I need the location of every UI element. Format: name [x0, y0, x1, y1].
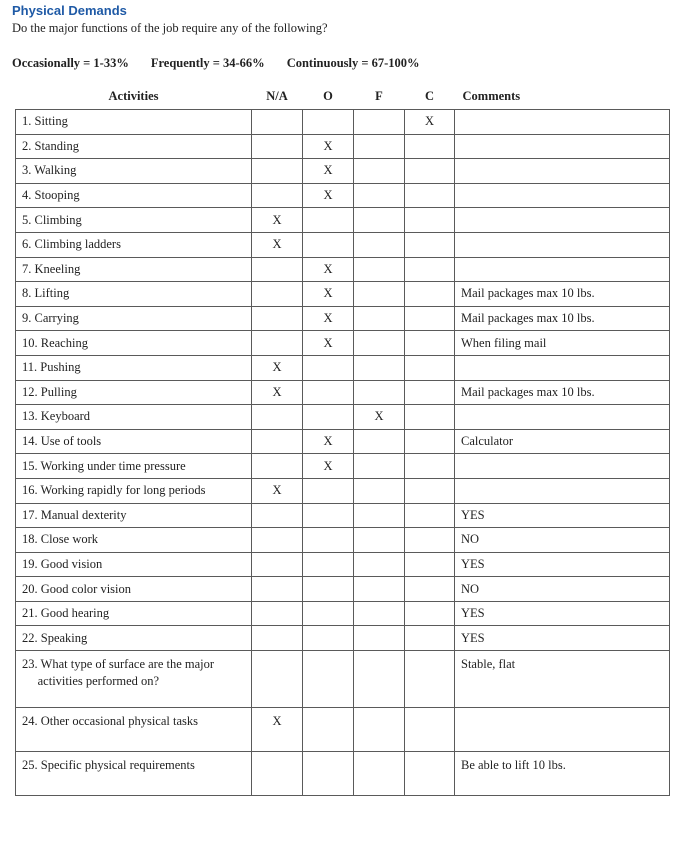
cell-activity — [16, 528, 252, 553]
cell-comments — [455, 232, 670, 257]
cell-comments — [455, 208, 670, 233]
cell-comments — [455, 257, 670, 282]
cell-comments: Calculator — [455, 429, 670, 454]
table-row — [16, 257, 670, 282]
cell-comments: NO — [455, 528, 670, 553]
activity-label: 9. Carrying — [22, 311, 79, 326]
activity-label: 24. Other occasional physical tasks — [22, 714, 198, 729]
table-row — [16, 429, 670, 454]
cell-na: X — [252, 380, 303, 405]
physical-demands-table — [15, 84, 670, 796]
cell-f — [354, 651, 405, 708]
activity-label: 3. Walking — [22, 163, 77, 178]
cell-o: X — [303, 159, 354, 184]
table-row — [16, 110, 670, 135]
cell-na — [252, 110, 303, 135]
table-row — [16, 651, 670, 708]
frequency-legend — [12, 56, 420, 71]
cell-na: X — [252, 708, 303, 752]
activity-label: 17. Manual dexterity — [22, 507, 127, 522]
activity-label: 23. What type of surface are the major activities performed on? — [22, 657, 215, 688]
table-row — [16, 708, 670, 752]
cell-c — [405, 306, 455, 331]
cell-comments — [455, 355, 670, 380]
header-activities: Activities — [108, 89, 159, 103]
cell-f — [354, 306, 405, 331]
cell-f — [354, 257, 405, 282]
cell-comments — [455, 159, 670, 184]
cell-f — [354, 478, 405, 503]
cell-comments: YES — [455, 503, 670, 528]
cell-comments — [455, 405, 670, 430]
cell-f — [354, 208, 405, 233]
cell-c — [405, 208, 455, 233]
cell-f — [354, 552, 405, 577]
cell-c — [405, 752, 455, 796]
cell-f — [354, 429, 405, 454]
cell-comments: YES — [455, 601, 670, 626]
cell-o — [303, 208, 354, 233]
cell-o — [303, 752, 354, 796]
table-row — [16, 601, 670, 626]
cell-activity — [16, 232, 252, 257]
cell-c — [405, 626, 455, 651]
cell-c — [405, 257, 455, 282]
cell-activity — [16, 208, 252, 233]
cell-comments: When filing mail — [455, 331, 670, 356]
table-row — [16, 134, 670, 159]
table-header-row — [16, 84, 670, 110]
cell-na — [252, 429, 303, 454]
activity-label: 25. Specific physical requirements — [22, 758, 195, 773]
legend-continuously: Continuously = 67-100% — [286, 56, 420, 70]
cell-c — [405, 159, 455, 184]
header-comments: Comments — [462, 89, 521, 103]
cell-na — [252, 454, 303, 479]
cell-c — [405, 282, 455, 307]
cell-c — [405, 478, 455, 503]
cell-f — [354, 232, 405, 257]
cell-f — [354, 577, 405, 602]
cell-na — [252, 528, 303, 553]
activity-label: 21. Good hearing — [22, 606, 110, 621]
cell-f — [354, 503, 405, 528]
cell-f — [354, 355, 405, 380]
cell-na — [252, 577, 303, 602]
cell-f — [354, 282, 405, 307]
cell-f — [354, 134, 405, 159]
header-f: F — [375, 89, 383, 103]
cell-o: X — [303, 429, 354, 454]
cell-c — [405, 355, 455, 380]
cell-na — [252, 183, 303, 208]
cell-comments: Be able to lift 10 lbs. — [455, 752, 670, 796]
cell-activity — [16, 601, 252, 626]
cell-o — [303, 577, 354, 602]
cell-na — [252, 159, 303, 184]
cell-na — [252, 626, 303, 651]
activity-label: 18. Close work — [22, 532, 99, 547]
cell-c — [405, 331, 455, 356]
cell-c — [405, 577, 455, 602]
cell-activity — [16, 429, 252, 454]
cell-na — [252, 752, 303, 796]
cell-c: X — [405, 110, 455, 135]
cell-na — [252, 552, 303, 577]
activity-label: 16. Working rapidly for long periods — [22, 483, 206, 498]
cell-na: X — [252, 208, 303, 233]
cell-f — [354, 183, 405, 208]
cell-na — [252, 331, 303, 356]
table-row — [16, 528, 670, 553]
cell-activity — [16, 478, 252, 503]
activity-label: 15. Working under time pressure — [22, 458, 186, 473]
cell-comments — [455, 134, 670, 159]
table-row — [16, 282, 670, 307]
cell-na — [252, 651, 303, 708]
section-title: Physical Demands — [12, 3, 127, 18]
table-body — [16, 110, 670, 796]
table-row — [16, 478, 670, 503]
cell-o: X — [303, 306, 354, 331]
cell-comments — [455, 454, 670, 479]
cell-c — [405, 503, 455, 528]
table-row — [16, 159, 670, 184]
cell-activity — [16, 577, 252, 602]
cell-activity — [16, 159, 252, 184]
activity-label: 14. Use of tools — [22, 434, 102, 449]
cell-o — [303, 552, 354, 577]
cell-f — [354, 454, 405, 479]
table-row — [16, 183, 670, 208]
cell-activity — [16, 257, 252, 282]
activity-label: 7. Kneeling — [22, 261, 81, 276]
cell-o — [303, 110, 354, 135]
cell-c — [405, 708, 455, 752]
cell-na — [252, 503, 303, 528]
cell-activity — [16, 503, 252, 528]
cell-comments — [455, 183, 670, 208]
cell-activity — [16, 183, 252, 208]
cell-comments — [455, 478, 670, 503]
cell-comments: YES — [455, 626, 670, 651]
cell-comments: Mail packages max 10 lbs. — [455, 306, 670, 331]
table-row — [16, 306, 670, 331]
cell-o — [303, 380, 354, 405]
cell-comments: YES — [455, 552, 670, 577]
table-row — [16, 232, 670, 257]
cell-o — [303, 626, 354, 651]
cell-c — [405, 405, 455, 430]
cell-activity — [16, 454, 252, 479]
cell-c — [405, 528, 455, 553]
table-row — [16, 752, 670, 796]
cell-o — [303, 405, 354, 430]
cell-o — [303, 232, 354, 257]
cell-activity — [16, 282, 252, 307]
activity-label: 4. Stooping — [22, 188, 80, 203]
cell-activity — [16, 405, 252, 430]
cell-na — [252, 134, 303, 159]
cell-na — [252, 601, 303, 626]
cell-o: X — [303, 282, 354, 307]
cell-activity — [16, 651, 252, 708]
section-question: Do the major functions of the job require any of the following? — [12, 21, 328, 35]
activity-label: 20. Good color vision — [22, 581, 132, 596]
cell-o — [303, 355, 354, 380]
table-row — [16, 552, 670, 577]
cell-o — [303, 651, 354, 708]
table-row — [16, 577, 670, 602]
cell-o: X — [303, 183, 354, 208]
cell-o — [303, 503, 354, 528]
cell-activity — [16, 331, 252, 356]
cell-comments: Mail packages max 10 lbs. — [455, 380, 670, 405]
cell-activity — [16, 626, 252, 651]
table-row — [16, 355, 670, 380]
cell-comments: NO — [455, 577, 670, 602]
table-row — [16, 331, 670, 356]
cell-c — [405, 601, 455, 626]
cell-o — [303, 708, 354, 752]
cell-na: X — [252, 232, 303, 257]
cell-comments — [455, 708, 670, 752]
legend-frequently: Frequently = 34-66% — [150, 56, 265, 70]
cell-c — [405, 134, 455, 159]
table-row — [16, 626, 670, 651]
cell-f: X — [354, 405, 405, 430]
activity-label: 1. Sitting — [22, 114, 68, 129]
cell-c — [405, 232, 455, 257]
cell-c — [405, 183, 455, 208]
cell-c — [405, 454, 455, 479]
cell-na — [252, 282, 303, 307]
activity-label: 11. Pushing — [22, 360, 81, 375]
cell-na: X — [252, 478, 303, 503]
header-o: O — [323, 89, 333, 103]
cell-o — [303, 528, 354, 553]
cell-activity — [16, 306, 252, 331]
activity-label: 8. Lifting — [22, 286, 70, 301]
table-row — [16, 208, 670, 233]
cell-c — [405, 552, 455, 577]
table-row — [16, 405, 670, 430]
table-row — [16, 503, 670, 528]
cell-na — [252, 405, 303, 430]
cell-f — [354, 380, 405, 405]
header-c: C — [424, 89, 435, 103]
cell-activity — [16, 708, 252, 752]
cell-activity — [16, 110, 252, 135]
table-row — [16, 454, 670, 479]
cell-f — [354, 110, 405, 135]
cell-o: X — [303, 331, 354, 356]
legend-occasionally: Occasionally = 1-33% — [12, 56, 129, 70]
table-row — [16, 380, 670, 405]
cell-f — [354, 331, 405, 356]
cell-comments — [455, 110, 670, 135]
cell-f — [354, 601, 405, 626]
activity-label: 12. Pulling — [22, 384, 77, 399]
cell-activity — [16, 752, 252, 796]
cell-c — [405, 380, 455, 405]
activity-label: 13. Keyboard — [22, 409, 91, 424]
cell-comments: Mail packages max 10 lbs. — [455, 282, 670, 307]
cell-o: X — [303, 454, 354, 479]
cell-na — [252, 257, 303, 282]
cell-o — [303, 478, 354, 503]
cell-f — [354, 708, 405, 752]
cell-c — [405, 651, 455, 708]
cell-o: X — [303, 257, 354, 282]
cell-activity — [16, 355, 252, 380]
cell-o: X — [303, 134, 354, 159]
cell-na — [252, 306, 303, 331]
activity-label: 22. Speaking — [22, 630, 88, 645]
cell-c — [405, 429, 455, 454]
cell-f — [354, 528, 405, 553]
activity-label: 19. Good vision — [22, 556, 103, 571]
cell-activity — [16, 552, 252, 577]
cell-activity — [16, 134, 252, 159]
activity-label: 10. Reaching — [22, 335, 88, 350]
cell-f — [354, 159, 405, 184]
activity-label: 5. Climbing — [22, 212, 82, 227]
cell-f — [354, 626, 405, 651]
cell-o — [303, 601, 354, 626]
cell-na: X — [252, 355, 303, 380]
activity-label: 6. Climbing ladders — [22, 237, 121, 252]
activity-label: 2. Standing — [22, 138, 79, 153]
cell-f — [354, 752, 405, 796]
cell-comments: Stable, flat — [455, 651, 670, 708]
cell-activity — [16, 380, 252, 405]
header-na: N/A — [266, 89, 288, 103]
